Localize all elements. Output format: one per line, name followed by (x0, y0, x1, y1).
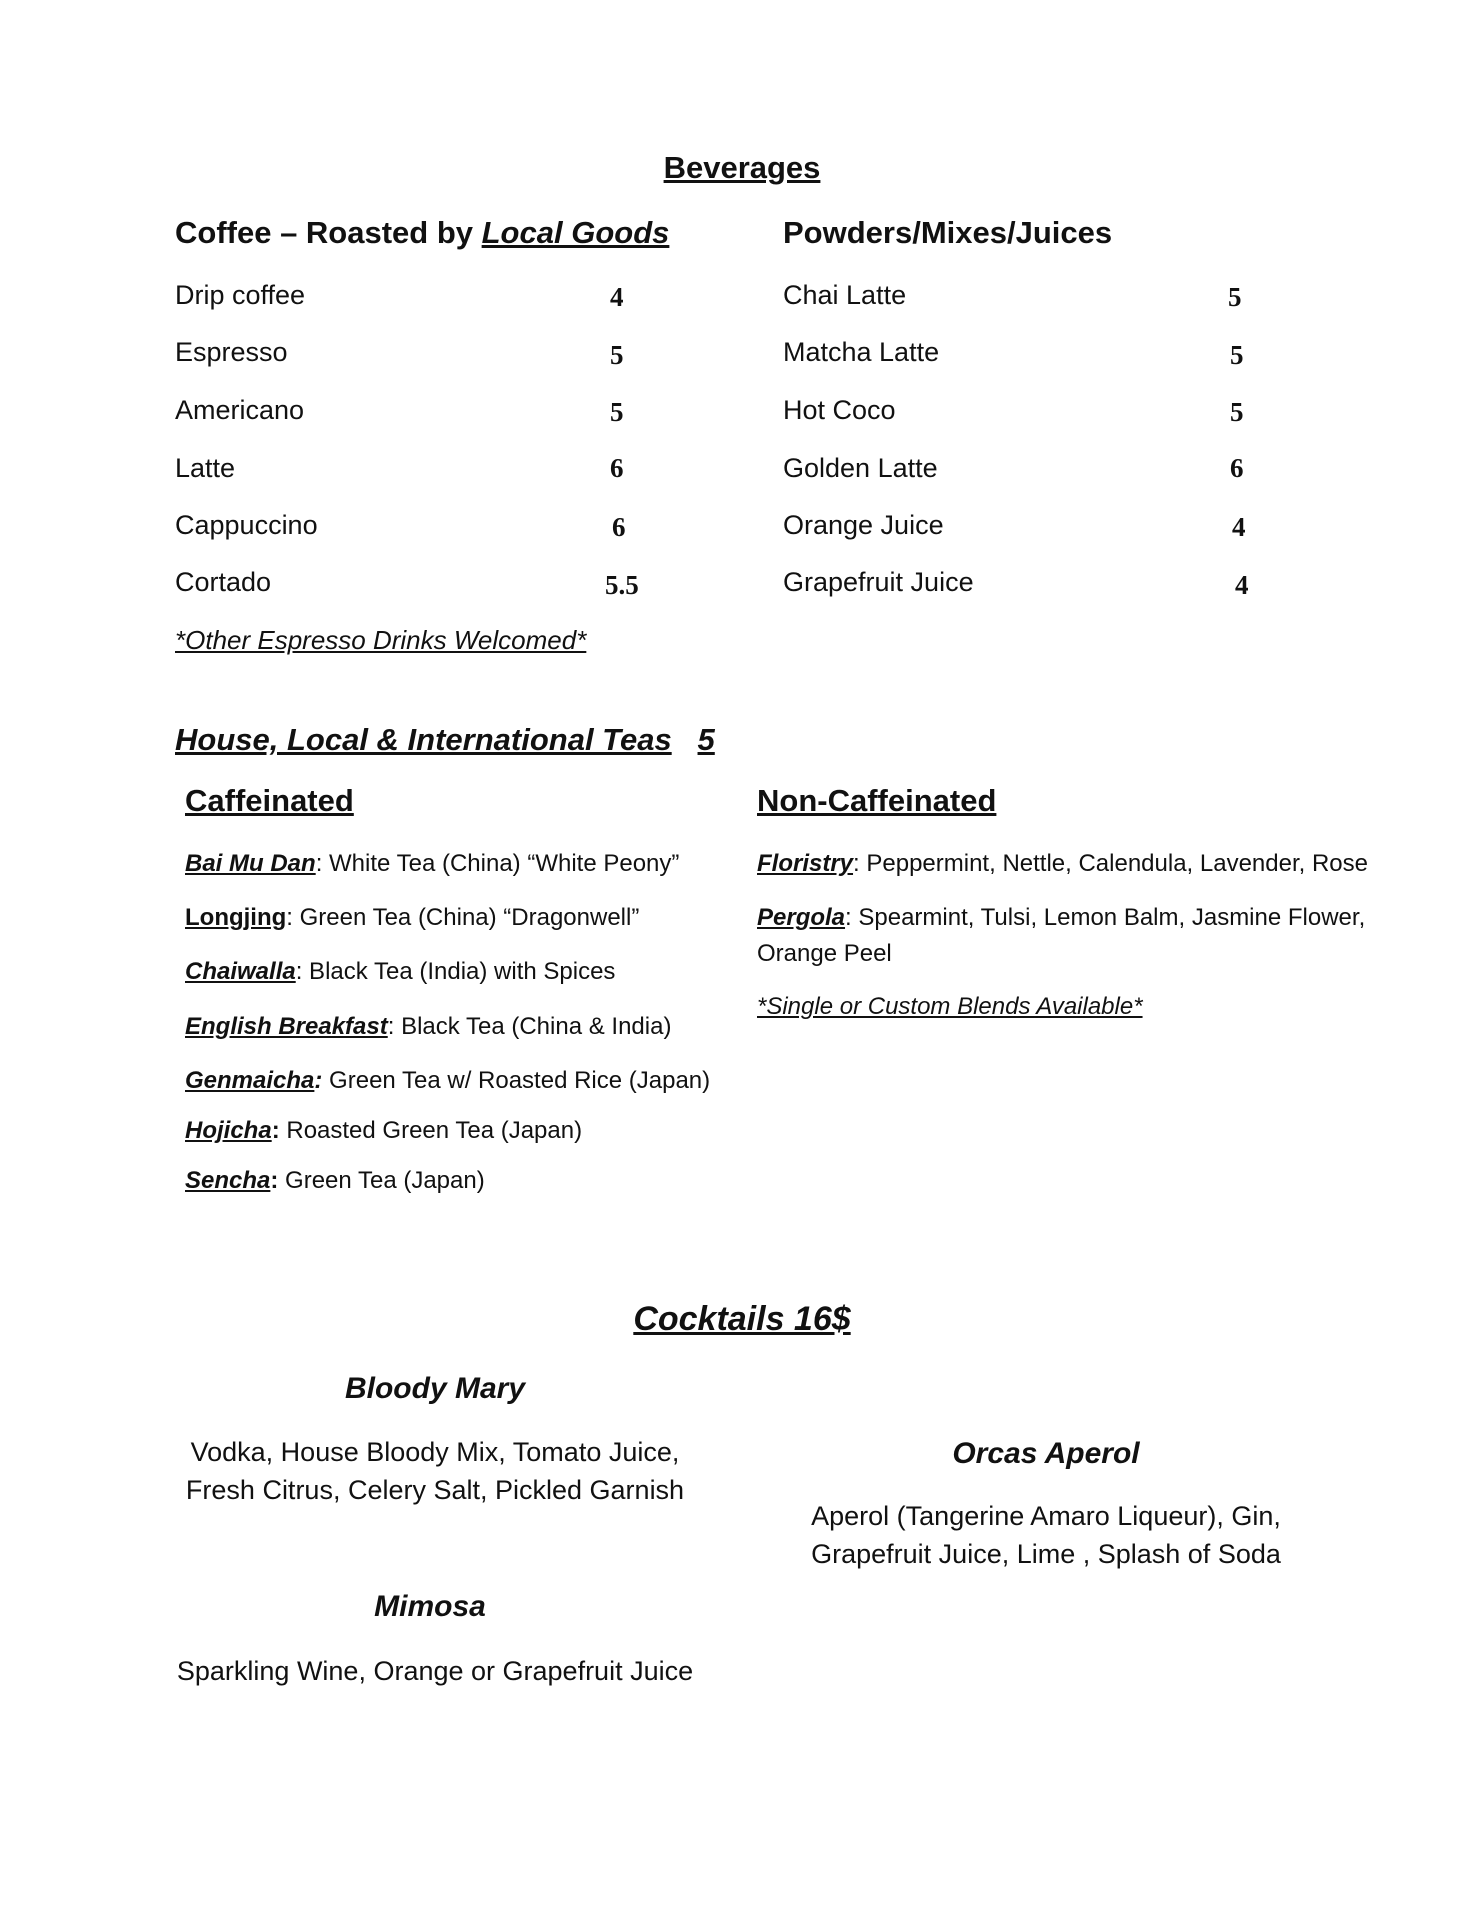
tea-desc: Spearmint, Tulsi, Lemon Balm, Jasmine Flower, Orange Peel (757, 904, 1366, 967)
coffee-heading (175, 215, 669, 251)
coffee-item-price: 4 (610, 282, 624, 312)
cocktail-ingredients-line: Sparkling Wine, Orange or Grapefruit Juice (176, 1656, 694, 1686)
coffee-item-name: Americano (175, 395, 305, 425)
tea-item (185, 850, 679, 878)
powders-heading: Powders/Mixes/Juices (783, 215, 1113, 250)
tea-item (185, 958, 615, 986)
teas-price: 5 (697, 722, 715, 757)
tea-sep: : (314, 1067, 323, 1094)
coffee-item-name: Espresso (175, 337, 288, 367)
tea-item (185, 1167, 485, 1195)
cocktail-ingredients-line: Fresh Citrus, Celery Salt, Pickled Garnish (185, 1475, 685, 1505)
tea-name: Chaiwalla (185, 958, 296, 985)
powders-item-name: Hot Coco (783, 395, 896, 425)
non-caffeinated-heading: Non-Caffeinated (757, 783, 997, 818)
cocktail-description (746, 1497, 1346, 1573)
tea-item (185, 1013, 671, 1041)
powders-item-name: Chai Latte (783, 280, 907, 310)
tea-sep: : (315, 850, 323, 877)
tea-sep: : (295, 958, 303, 985)
tea-sep: : (271, 1117, 280, 1144)
coffee-item-name: Drip coffee (175, 280, 306, 310)
cocktail-name: Bloody Mary (344, 1372, 526, 1405)
tea-desc: Green Tea (China) “Dragonwell” (292, 904, 640, 931)
cocktail-name: Mimosa (374, 1590, 486, 1623)
coffee-item-price: 5 (610, 397, 624, 427)
tea-name: Bai Mu Dan (185, 850, 316, 877)
teas-heading (175, 722, 715, 758)
powders-item-price: 5 (1230, 397, 1244, 427)
page-title: Beverages (663, 150, 821, 185)
tea-name: Pergola (757, 904, 846, 931)
powders-item-name: Golden Latte (783, 453, 938, 483)
tea-name: Floristry (757, 850, 854, 877)
tea-item (757, 900, 1387, 972)
cocktail-ingredients-line: Vodka, House Bloody Mix, Tomato Juice, (190, 1437, 680, 1467)
tea-name: Sencha (185, 1167, 271, 1194)
tea-item (185, 1117, 582, 1145)
teas-heading-label: House, Local & International Teas (175, 722, 672, 757)
coffee-item-name: Cortado (175, 567, 272, 597)
powders-item-price: 5 (1230, 340, 1244, 370)
cocktail-description (135, 1433, 735, 1509)
tea-sep: : (845, 904, 852, 931)
tea-item (757, 850, 1368, 878)
coffee-item-name: Cappuccino (175, 510, 318, 540)
tea-desc: Peppermint, Nettle, Calendula, Lavender, Rose (859, 850, 1369, 877)
tea-desc: Black Tea (India) with Spices (302, 958, 616, 985)
coffee-heading-prefix: Coffee – Roasted by (175, 215, 482, 250)
tea-name: Genmaicha (185, 1067, 315, 1094)
coffee-item-price: 6 (612, 512, 626, 542)
cocktail-ingredients-line: Aperol (Tangerine Amaro Liqueur), Gin, (811, 1501, 1281, 1531)
tea-desc: Roasted Green Tea (Japan) (279, 1117, 583, 1144)
tea-item (185, 1067, 710, 1095)
tea-name: Longjing (185, 904, 287, 931)
cocktail-ingredients-line: Grapefruit Juice, Lime , Splash of Soda (811, 1539, 1281, 1569)
tea-sep: : (853, 850, 860, 877)
tea-name: English Breakfast (185, 1013, 388, 1040)
powders-item-price: 5 (1228, 282, 1242, 312)
cocktails-heading: Cocktails 16$ (633, 1300, 851, 1338)
coffee-roaster-name: Local Goods (481, 215, 670, 250)
espresso-note: *Other Espresso Drinks Welcomed* (175, 625, 587, 655)
powders-item-price: 4 (1235, 570, 1249, 600)
powders-item-name: Matcha Latte (783, 337, 940, 367)
tea-name: Hojicha (185, 1117, 272, 1144)
tea-item (185, 904, 639, 932)
coffee-item-price: 5.5 (605, 570, 639, 600)
coffee-item-name: Latte (175, 453, 236, 483)
coffee-item-price: 6 (610, 453, 624, 483)
cocktail-name: Orcas Aperol (952, 1437, 1140, 1470)
caffeinated-heading: Caffeinated (185, 783, 354, 818)
coffee-item-price: 5 (610, 340, 624, 370)
powders-item-name: Orange Juice (783, 510, 944, 540)
cocktail-description (130, 1652, 740, 1690)
tea-desc: White Tea (China) “White Peony” (322, 850, 680, 877)
blends-note: *Single or Custom Blends Available* (757, 993, 1143, 1020)
tea-sep: : (270, 1167, 279, 1194)
powders-item-price: 6 (1230, 453, 1244, 483)
tea-desc: Black Tea (China & India) (394, 1013, 672, 1040)
tea-desc: Green Tea (Japan) (278, 1167, 485, 1194)
tea-sep: : (387, 1013, 395, 1040)
powders-item-price: 4 (1232, 512, 1246, 542)
tea-sep: : (286, 904, 293, 931)
powders-item-name: Grapefruit Juice (783, 567, 974, 597)
tea-desc: Green Tea w/ Roasted Rice (Japan) (322, 1067, 711, 1094)
